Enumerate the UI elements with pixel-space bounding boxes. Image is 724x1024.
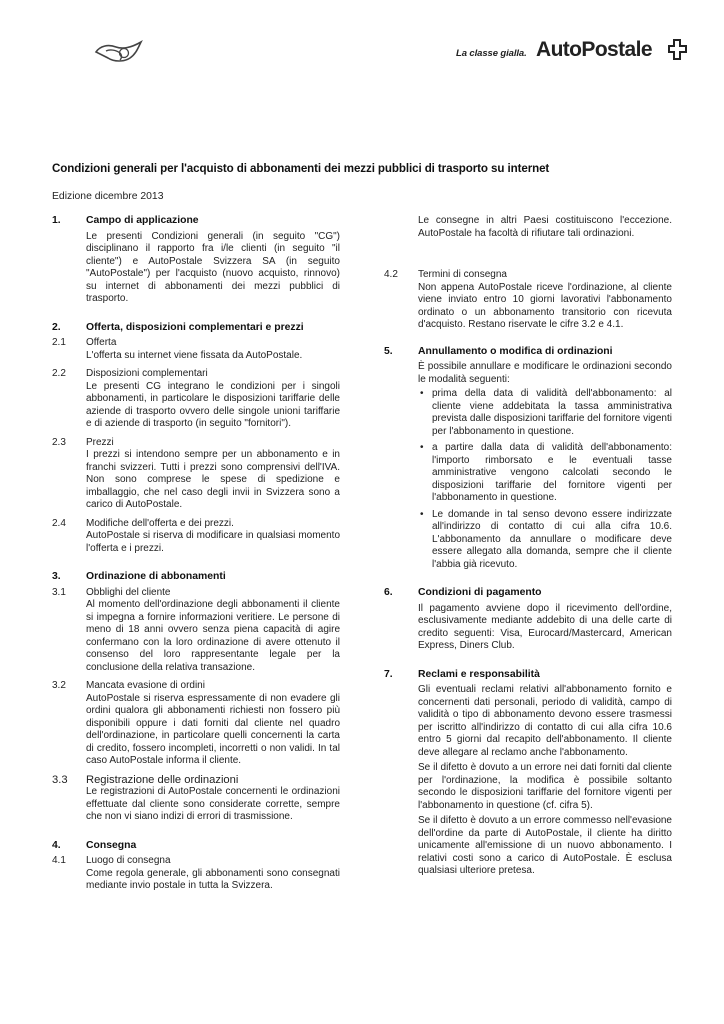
list-item: • a partire dalla data di validità dell'abbonamento: l'importo rimborsato e le eventuali tasse amministrative vengono calcolati secondo le disposizioni tariffarie del fornitore vigenti per l'abbonamento in questione. bbox=[420, 442, 672, 503]
bullet-icon: • bbox=[420, 442, 424, 453]
section-5-text: È possibile annullare e modificare le ordinazioni secondo le modalità seguenti: bbox=[418, 361, 672, 385]
section-heading-6: 6. Condizioni di pagamento bbox=[384, 587, 542, 598]
section-heading-2: 2. Offerta, disposizioni complementari e prezzi bbox=[52, 321, 304, 333]
subsection-2-4-heading: 2.4 Modifiche dell'offerta e dei prezzi. bbox=[52, 517, 234, 529]
section-7-text-3: Se il difetto è dovuto a un errore commesso nell'evasione dell'ordine da parte di AutoPostale, il cliente ha diritto unicamente all'emissione di un nuovo abbonamento. I relativi costi sono a carico di AutoPostale. È esclusa qualsiasi ulteriore pretesa. bbox=[418, 815, 672, 876]
subsection-3-2-heading: 3.2 Mancata evasione di ordini bbox=[52, 680, 205, 691]
section-heading-7: 7. Reclami e responsabilità bbox=[384, 668, 540, 680]
section-1-text: Le presenti Condizioni generali (in seguito "CG") disciplinano il rapporto fra i/le clienti (in seguito "il cliente") e AutoPostale Svizzera SA (in seguito "AutoPostale") per l'acquisto (nuovo acquisto, rinnovo) su internet di abbonamenti dei mezzi pubblici di trasporto. bbox=[86, 230, 340, 304]
left-column bbox=[52, 215, 340, 893]
subsection-4-1-continued: Le consegne in altri Paesi costituiscono l'eccezione. AutoPostale ha facoltà di rifiutare tali ordinazioni. bbox=[418, 215, 672, 239]
subsection-3-3-text: Le registrazioni di AutoPostale concernenti le ordinazioni effettuate dal cliente sono considerate corrette, sempre che non vi siano indizi di errori di trasmissione. bbox=[86, 786, 340, 822]
post-horn-icon bbox=[94, 38, 144, 68]
subsection-2-3-text: I prezzi si intendono sempre per un abbonamento e in franchi svizzeri. Tutti i prezzi sono comprensivi dell'IVA. Non sono comprese le spese di spedizione e imballaggio, che nel caso degli invii in Svizzera sono a carico di AutoPostale. bbox=[86, 449, 340, 510]
bullet-icon: • bbox=[420, 508, 424, 520]
subsection-2-3-heading: 2.3 Prezzi bbox=[52, 436, 114, 448]
section-7-text-1: Gli eventuali reclami relativi all'abbonamento fornito e concernenti dati personali, periodo di validità, campo di validità o tipo di abbonamento devono essere trasmessi per iscritto all'indirizzo di contatto di cui alla cifra 10.6 entro 5 giorni dal recapito dell'abbonamento. Il cliente deve allegare al reclamo anche l'abbonamento. bbox=[418, 684, 672, 758]
section-7-text-2: Se il difetto è dovuto a un errore nei dati forniti dal cliente per l'ordinazione, la modifica è possibile soltanto secondo le disposizioni tariffarie del fornitore vigenti per l'abbonamento in questione (cf. cifra 5). bbox=[418, 762, 672, 811]
subsection-2-1-text: L'offerta su internet viene fissata da AutoPostale. bbox=[86, 349, 303, 361]
document-edition: Edizione dicembre 2013 bbox=[52, 191, 164, 202]
section-5-list bbox=[418, 388, 672, 571]
swiss-cross-icon bbox=[667, 38, 689, 62]
subsection-4-2-text: Non appena AutoPostale riceve l'ordinazione, al cliente viene inviato entro 10 giorni lavorativi l'abbonamento ordinato o un abbonamento transitorio con ricevuta d'acquisto. Restano riservate le cifre 3.2 e 4.1. bbox=[418, 281, 672, 330]
bullet-icon: • bbox=[420, 388, 424, 399]
section-heading-1: 1. Campo di applicazione bbox=[52, 215, 199, 226]
subsection-2-1-heading: 2.1 Offerta bbox=[52, 337, 117, 348]
brand-logo-text: AutoPostale bbox=[536, 38, 652, 61]
subsection-3-2-text: AutoPostale si riserva espressamente di non evadere gli ordini qualora gli abbonamenti richiesti non fossero più disponibili oppure i dati forniti dal cliente nel quadro dell'ordinazione, in particolare quelli concernenti la carta di credito, fossero incompleti, incorretti o non validi. In tal caso AutoPostale informa il cliente. bbox=[86, 692, 340, 766]
section-heading-5: 5. Annullamento o modifica di ordinazioni bbox=[384, 345, 613, 357]
list-item: • Le domande in tal senso devono essere indirizzate all'indirizzo di contatto di cui alla cifra 10.6. L'abbonamento da annullare o modificare deve essere allegato alla domanda, sempre che il cliente l'abbia già ricevuto. bbox=[420, 508, 672, 570]
subsection-2-4-text: AutoPostale si riserva di modificare in qualsiasi momento l'offerta e i prezzi. bbox=[86, 530, 340, 554]
list-item: • prima della data di validità dell'abbonamento: al cliente viene addebitata la tassa amministrativa prevista dalle disposizioni tariffarie del fornitore vigenti per l'abbonamento in questione. bbox=[420, 388, 672, 437]
subsection-2-2-text: Le presenti CG integrano le condizioni per i singoli abbonamenti, in particolare le disposizioni tariffarie delle aziende di trasporto ovvero delle singole unioni tariffarie e di aziende di trasporto (in seguito "fornitori"). bbox=[86, 380, 340, 429]
subsection-4-1-heading: 4.1 Luogo di consegna bbox=[52, 855, 171, 866]
section-heading-3: 3. Ordinazione di abbonamenti bbox=[52, 571, 226, 582]
right-column bbox=[384, 215, 672, 878]
subsection-3-3-heading: 3.3 Registrazione delle ordinazioni bbox=[52, 773, 239, 786]
section-heading-4: 4. Consegna bbox=[52, 839, 137, 851]
subsection-4-1-text: Come regola generale, gli abbonamenti sono consegnati mediante invio postale in tutta la Svizzera. bbox=[86, 867, 340, 891]
subsection-3-1-text: Al momento dell'ordinazione degli abbonamenti il cliente si impegna a fornire informazioni veritiere. Le persone di meno di 18 anni ovvero senza piena capacità di agire confermano con la loro ordinazione di avere ottenuto il consenso del loro rappresentante legale per la conclusione della relativa transazione. bbox=[86, 599, 340, 673]
subsection-2-2-heading: 2.2 Disposizioni complementari bbox=[52, 368, 208, 379]
subsection-3-1-heading: 3.1 Obblighi del cliente bbox=[52, 586, 171, 598]
section-6-text: Il pagamento avviene dopo il ricevimento dell'ordine, esclusivamente mediante addebito di una delle carte di credito seguenti: Visa, Eurocard/Mastercard, American Express, Diners Club. bbox=[418, 602, 672, 651]
brand-tagline: La classe gialla. bbox=[456, 48, 527, 59]
document-title: Condizioni generali per l'acquisto di abbonamenti dei mezzi pubblici di trasporto su internet bbox=[52, 162, 550, 175]
subsection-4-2-heading: 4.2 Termini di consegna bbox=[384, 269, 507, 280]
